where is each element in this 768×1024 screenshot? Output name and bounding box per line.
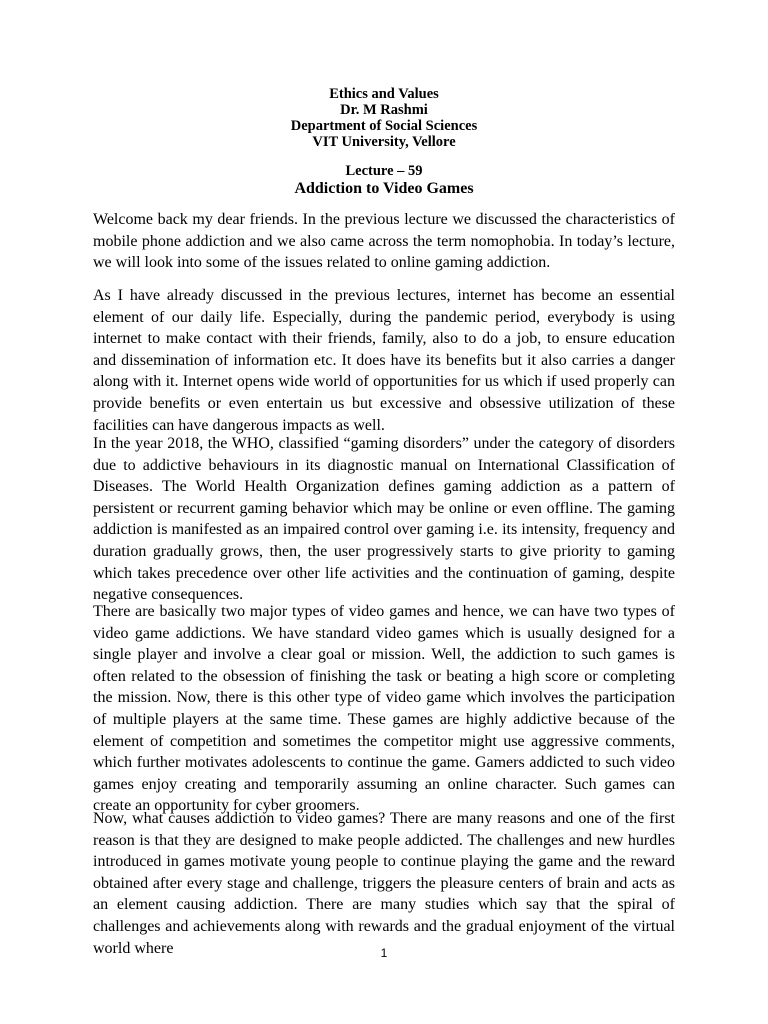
paragraph: Now, what causes addiction to video games? There are many reasons and one of the first reason is that they are designed to make people addicted. The challenges and new hurdles introduced in games motivate young people to continue playing the game and the reward obtained after every stage and challenge, triggers the pleasure centers of brain and acts as an element causing addiction. There are many studies which say that the spiral of challenges and achievements along with rewards and the gradual enjoyment of the virtual world where	[93, 810, 675, 957]
instructor-name: Dr. M Rashmi	[340, 102, 428, 118]
paragraph: In the year 2018, the WHO, classified “gaming disorders” under the category of disorders due to addictive behaviours in its diagnostic manual on International Classification of Diseases. The World Health Organization defines gaming addiction as a pattern of persistent or recurrent gaming behavior which may be online or even offline. The gaming addiction is manifested as an impaired control over gaming i.e. its intensity, frequency and duration gradually grows, then, the user progressively starts to give priority to gaming which takes precedence over other life activities and the continuation of gaming, despite negative consequences.	[93, 435, 675, 604]
department-name: Department of Social Sciences	[290, 118, 478, 134]
page-number: 1	[380, 946, 388, 960]
paragraph: As I have already discussed in the previous lectures, internet has become an essential element of our daily life. Especially, during the pandemic period, everybody is using internet to make contact with their friends, family, also to do a job, to ensure education and dissemination of information etc. It does have its benefits but it also carries a danger along with it. Internet opens wide world of opportunities for us which if used properly can provide benefits or even entertain us but excessive and obsessive utilization of these facilities can have dangerous impacts as well.	[93, 287, 675, 434]
course-title: Ethics and Values	[329, 86, 439, 102]
paragraph: Welcome back my dear friends. In the previous lecture we discussed the characteristics of mobile phone addiction and we also came across the term nomophobia. In today’s lecture, we will look into some of the issues related to online gaming addiction.	[93, 211, 675, 272]
lecture-title: Addiction to Video Games	[294, 180, 474, 197]
lecture-number: Lecture – 59	[345, 163, 423, 179]
document-header	[0, 86, 768, 150]
paragraph: There are basically two major types of video games and hence, we can have two types of video game addictions. We have standard video games which is usually designed for a single player and involve a clear goal or mission. Well, the addiction to such games is often related to the obsession of finishing the task or beating a high score or completing the mission. Now, there is this other type of video game which involves the participation of multiple players at the same time. These games are highly addictive because of the element of competition and sometimes the competitor might use aggressive comments, which further motivates adolescents to continue the game. Gamers addicted to such video games enjoy creating and temporarily assuming an online character. Such games can create an opportunity for cyber groomers.	[93, 603, 675, 815]
university-name: VIT University, Vellore	[312, 134, 456, 150]
